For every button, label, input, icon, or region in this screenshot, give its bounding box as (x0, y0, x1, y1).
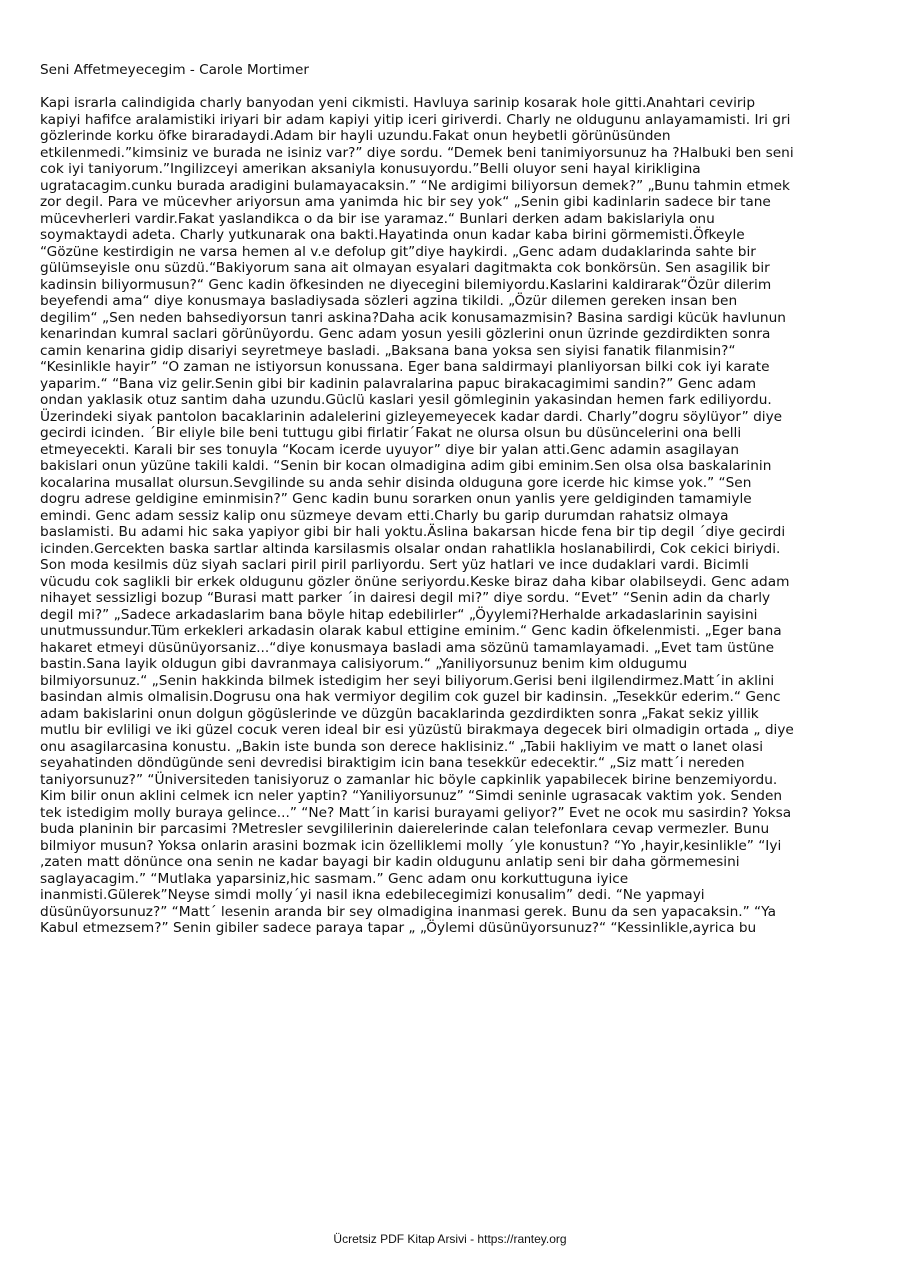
body-text: Kapi israrla calindigida charly banyodan yeni cikmisti. Havluya sarinip kosarak hole gitti.Anahtari cevirip kapiyi hafifce aralamistiki iriyari bir adam kapiyi yitip iceri giriverdi. Charly ne oldugunu anlayamamisti. Iri gri gözlerinde korku öfke biraradaydi.Adam bir hayli uzundu.Fakat onun heybetli görünüsünden etkilenmedi.”kimsiniz ve burada ne isiniz var?” diye sordu. “Demek beni tanimiyorsunuz ha ?Halbuki ben seni cok iyi taniyorum.”Ingilizceyi amerikan aksaniyla konusuyordu.”Belli oluyor seni hayal kirikligina ugratacagim.cunku burada aradigini bulamayacaksin.” “Ne ardigimi biliyorsun demek?” „Bunu tahmin etmek zor degil. Para ve mücevher ariyorsun ama yanimda hic bir sey yok“ „Senin gibi kadinlarin sadece bir tane mücevherleri vardir.Fakat yaslandikca o da bir ise yaramaz.“ Bunlari derken adam bakislariyla onu soymaktaydi adeta. Charly yutkunarak ona bakti.Hayatinda onun kadar kaba birini görmemisti.Öfkeyle “Gözüne kestirdigin ne varsa hemen al v.e defolup git”diye haykirdi. „Genc adam dudaklarinda sahte bir gülümseyisle onu süzdü.“Bakiyorum sana ait olmayan esyalari dagitmakta cok bonkörsün. Sen asagilik bir kadinsin biliyormusun?“ Genc kadin öfkesinden ne diyecegini bilemiyordu.Kaslarini kaldirarak“Özür dilerim beyefendi ama“ diye konusmaya basladiysada sözleri agzina tikildi. „Özür dilemen gereken insan ben degilim“ „Sen neden bahsediyorsun tanri askina?Daha acik konusamazmisin? Basina sardigi kücük havlunun kenarindan kumral saclari görünüyordu. Genc adam yosun yesili gözlerini onun üzrinde gezdirdikten sonra camin kenarina gidip disariyi seyretmeye basladi. „Baksana bana yoksa sen siyisi fanatik filanmisin?“ “Kesinlikle hayir” “O zaman ne istiyorsun konussana. Eger bana saldirmayi planliyorsan bilki cok iyi karate yaparim.“ “Bana viz gelir.Senin gibi bir kadinin palavralarina papuc birakacagimimi sandin?” Genc adam ondan yaklasik otuz santim daha uzundu.Güclü kaslari yesil gömleginin yakasindan hemen fark ediliyordu. Üzerindeki siyak pantolon bacaklarinin adalelerini gizleyemeyecek kadar dardi. Charly”dogru söylüyor” diye gecirdi icinden. ´Bir eliyle bile beni tuttugu gibi firlatir´Fakat ne olursa olsun bu düsüncelerini ona belli etmeyecekti. Karali bir ses tonuyla “Kocam icerde uyuyor” diye bir yalan atti.Genc adamin asagilayan bakislari onun yüzüne takili kaldi. “Senin bir kocan olmadigina adim gibi eminim.Sen olsa olsa baskalarinin kocalarina musallat olursun.Sevgilinde su anda sehir disinda olduguna gore icerde hic kimse yok.” “Sen dogru adrese geldigine eminmisin?” Genc kadin bunu sorarken onun yanlis yere geldiginden tamamiyle emindi. Genc adam sessiz kalip onu süzmeye devam etti.Charly bu garip durumdan rahatsiz olmaya baslamisti. Bu adami hic saka yapiyor gibi bir hali yoktu.Äslina bakarsan hicde fena bir tip degil ´diye gecirdi icinden.Gercekten baska sartlar altinda karsilasmis olsalar ondan rahatlikla hoslanabilirdi, Cok cekici biriydi. Son moda kesilmis düz siyah saclari piril piril parliyordu. Sert yüz hatlari ve ince dudaklari vardi. Bicimli vücudu cok saglikli bir erkek oldugunu gözler önüne seriyordu.Keske biraz daha kibar olabilseydi. Genc adam nihayet sessizligi bozup “Burasi matt parker ´in dairesi degil mi?” diye sordu. “Evet” “Senin adin da charly degil mi?” „Sadece arkadaslarim bana böyle hitap edebilirler“ „Öyylemi?Herhalde arkadaslarinin sayisini unutmussundur.Tüm erkekleri arkadasin olarak kabul ettigine eminim.“ Genc kadin öfkelenmisti. „Eger bana hakaret etmeyi düsünüyorsaniz...“diye konusmaya basladi ama sözünü tamamlayamadi. „Evet tam üstüne bastin.Sana layik oldugun gibi davranmaya calisiyorum.“ „Yaniliyorsunuz benim kim oldugumu bilmiyorsunuz.“ „Senin hakkinda bilmek istedigim her seyi biliyorum.Gerisi beni ilgilendirmez.Matt´in aklini basindan almis olmalisin.Dogrusu ona hak vermiyor degilim cok guzel bir kadinsin. „Tesekkür ederim.“ Genc adam bakislarini onun dolgun gögüslerinde ve düzgün bacaklarinda gezdirdikten sonra „Fakat sekiz yillik mutlu bir evliligi ve iki güzel cocuk veren ideal bir esi yüzüstü birakmaya degecek biri olmadigin ortada „ diye onu asagilarcasina konustu. „Bakin iste bunda son derece haklisiniz.“ „Tabii hakliyim ve matt o lanet olasi seyahatinden döndügünde seni devredisi biraktigim icin bana tesekkür edecektir.“ „Siz matt´i nereden taniyorsunuz?” “Üniversiteden tanisiyoruz o zamanlar hic böyle capkinlik yapabilecek birine benzemiyordu. Kim bilir onun aklini celmek icn neler yaptin? “Yaniliyorsunuz” “Simdi seninle ugrasacak vaktim yok. Senden tek istedigim molly buraya gelince...” “Ne? Matt´in karisi burayami geliyor?” Evet ne ocok mu sasirdin? Yoksa buda planinin bir parcasimi ?Metresler sevgililerinin daierelerinde calan telefonlara cevap vermezler. Bunu bilmiyor musun? Yoksa onlarin arasini bozmak icin özelliklemi molly ´yle konustun? “Yo ,hayir,kesinlikle” “Iyi ,zaten matt dönünce ona senin ne kadar bayagi bir kadin oldugunu anlatip seni bir daha görmemesini saglayacagim.” “Mutlaka yaparsiniz,hic sasmam.” Genc adam onu korkuttuguna iyice inanmisti.Gülerek”Neyse simdi molly´yi nasil ikna edebilecegimizi konusalim” dedi. “Ne yapmayi düsünüyorsunuz?” “Matt´ lesenin aranda bir sey olmadigina inanmasi gerek. Bunu da sen yapacaksin.” “Ya Kabul etmezsem?” Senin gibiler sadece paraya tapar „ „Öylemi düsünüyorsunuz?“ “Kessinlikle,ayrica bu (40, 95, 794, 936)
document-title: Seni Affetmeyecegim - Carole Mortimer (40, 62, 309, 78)
page-footer: Ücretsiz PDF Kitap Arsivi - https://rantey.org (333, 1232, 567, 1246)
